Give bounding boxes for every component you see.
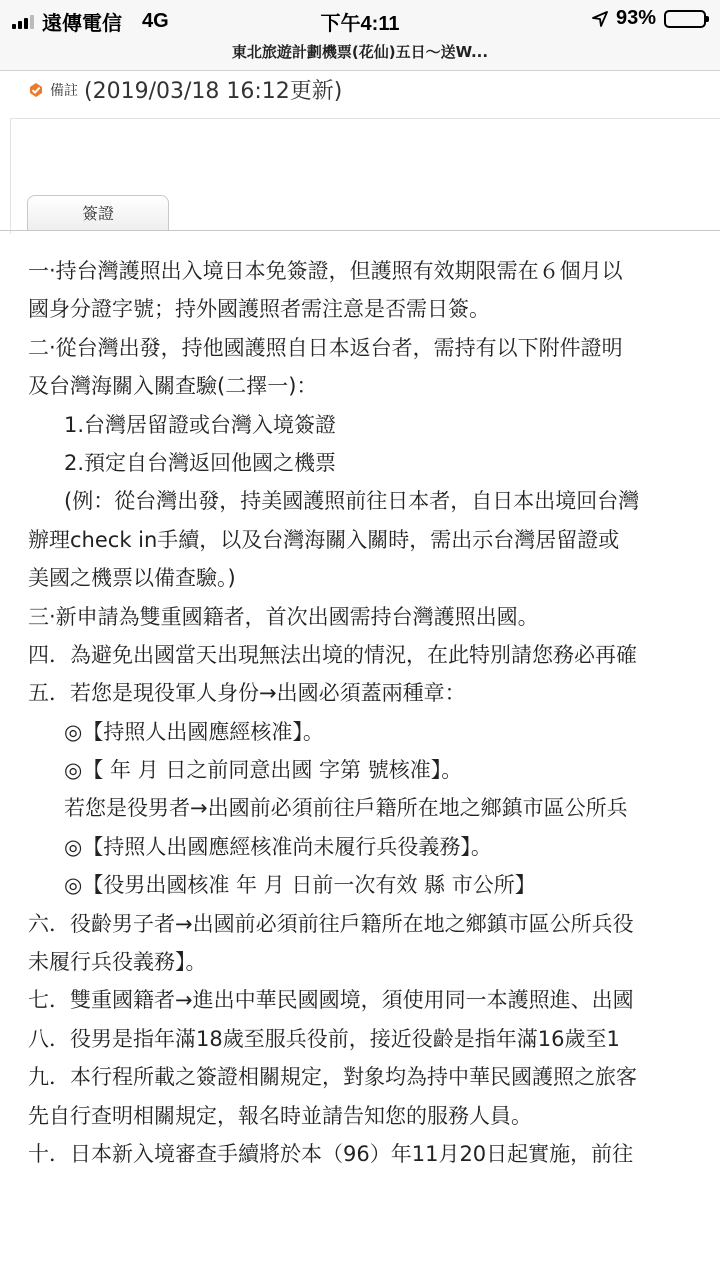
divider (10, 118, 720, 119)
update-note (28, 74, 342, 105)
page-title: 東北旅遊計劃機票(花仙)五日～送W... (231, 43, 489, 61)
content-line: 二‧從台灣出發，持他國護照自日本返台者，需持有以下附件證明 (28, 335, 623, 360)
content-line: 十．日本新入境審查手續將於本（96）年11月20日起實施，前往 (28, 1141, 634, 1166)
visa-info-text (28, 252, 720, 1173)
battery-icon (664, 10, 706, 28)
content-line: 一‧持台灣護照出入境日本免簽證，但護照有效期限需在６個月以 (28, 259, 623, 283)
content-line: 辦理check in手續，以及台灣海關入關時，需出示台灣居留證或 (28, 527, 620, 552)
divider-left (10, 118, 11, 234)
content-line: 未履行兵役義務】。 (28, 950, 207, 975)
content-line: 三‧新申請為雙重國籍者，首次出國需持台灣護照出國。 (28, 604, 539, 629)
content-line: 先自行查明相關規定，報名時並請告知您的服務人員。 (28, 1103, 532, 1128)
content-line: 九．本行程所載之簽證相關規定，對象均為持中華民國護照之旅客 (28, 1065, 637, 1090)
note-date: (2019/03/18 16:12更新) (84, 79, 343, 104)
content-line: 美國之機票以備查驗。) (28, 566, 236, 591)
content-line: 六．役齡男子者→出國前必須前往戶籍所在地之鄉鎮市區公所兵役 (28, 911, 634, 936)
content-line: 1.台灣居留證或台灣入境簽證 (64, 412, 337, 437)
status-right-group (592, 7, 706, 30)
content-line: ◎【 年 月 日之前同意出國 字第 號核准】。 (64, 758, 463, 783)
content-line: 八．役男是指年滿18歲至服兵役前，接近役齡是指年滿16歲至1 (28, 1026, 620, 1051)
content-line: 及台灣海關入關查驗(二擇一)： (28, 374, 318, 399)
url-bar[interactable] (0, 38, 720, 71)
content-line: 2.預定自台灣返回他國之機票 (64, 450, 337, 475)
carrier-name: 遠傳電信 (42, 13, 122, 35)
clock: 下午4:11 (320, 13, 400, 35)
tab-visa[interactable]: 簽證 (27, 195, 169, 231)
network-type: 4G (142, 10, 169, 32)
content-line: 四．為避免出國當天出現無法出境的情況，在此特別請您務必再確 (28, 642, 637, 667)
content-line: (例：從台灣出發，持美國護照前往日本者，自日本出境回台灣 (64, 489, 640, 514)
content-line: 五．若您是現役軍人身份→出國必須蓋兩種章： (28, 681, 466, 706)
battery-percent: 93% (615, 7, 656, 29)
content-line: ◎【持照人出國應經核准尚未履行兵役義務】。 (64, 834, 492, 859)
content-line: ◎【持照人出國應經核准】。 (64, 719, 324, 744)
content-line: 七．雙重國籍者→進出中華民國國境，須使用同一本護照進、出國 (28, 988, 634, 1013)
content-line: 國身分證字號；持外國護照者需注意是否需日簽。 (28, 297, 490, 322)
status-bar (0, 0, 720, 38)
note-label: 備註 (50, 82, 78, 99)
tab-underline (0, 230, 720, 231)
check-badge-icon (28, 82, 44, 98)
content-line: 若您是役男者→出國前必須前往戶籍所在地之鄉鎮市區公所兵 (64, 796, 628, 821)
content-line: ◎【役男出國核准 年 月 日前一次有效 縣 市公所】 (64, 873, 536, 898)
location-arrow-icon (592, 11, 608, 27)
